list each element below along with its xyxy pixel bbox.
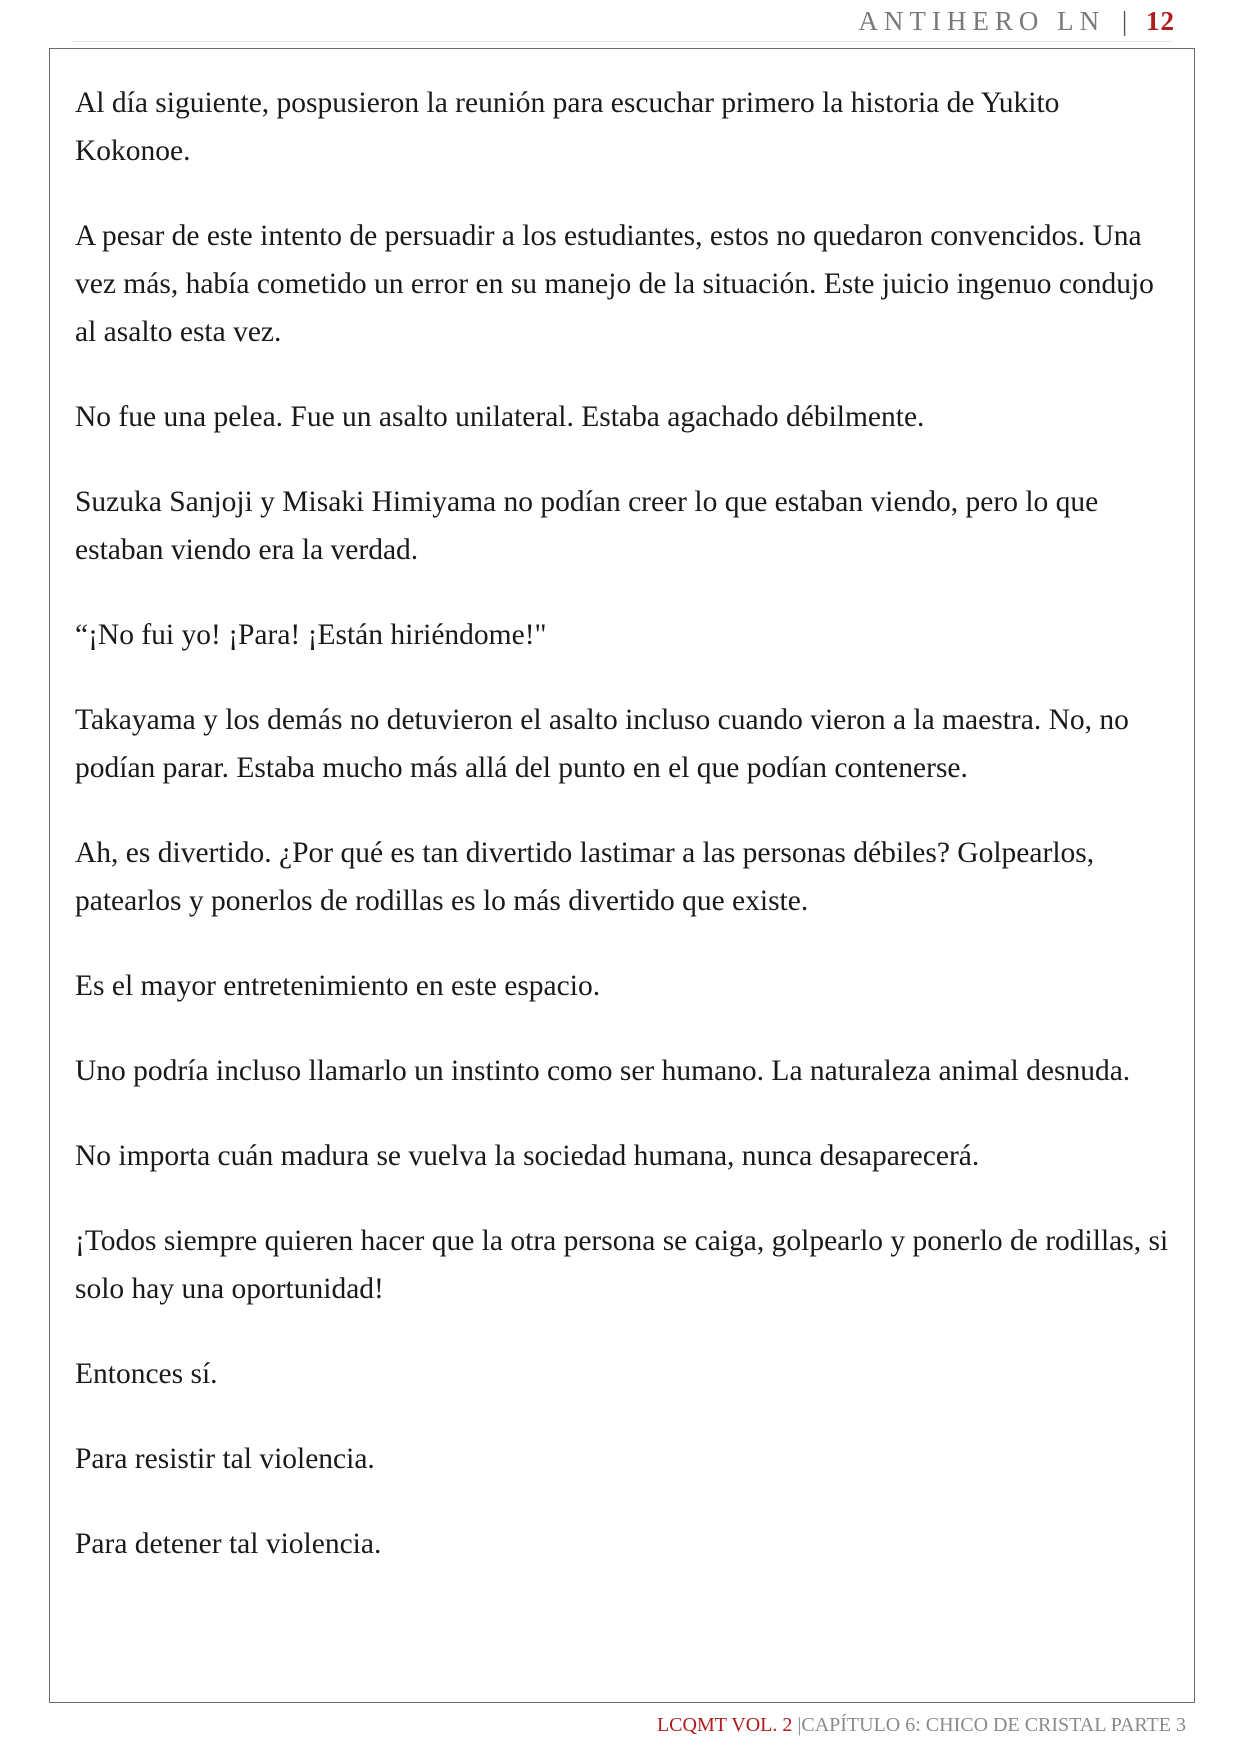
paragraph: No importa cuán madura se vuelva la sociedad humana, nunca desaparecerá. [75, 1140, 980, 1172]
paragraph: “¡No fui yo! ¡Para! ¡Están hiriéndome!" [75, 619, 547, 651]
header-separator: | [1121, 6, 1130, 36]
paragraph: Es el mayor entretenimiento en este espacio. [75, 970, 601, 1002]
header-site-name: ANTIHERO LN [858, 6, 1106, 36]
body-text [75, 79, 1175, 1605]
paragraph: Ah, es divertido. ¿Por qué es tan divertido lastimar a las personas débiles? Golpearlos, patearlos y ponerlos de rodillas es lo más divertido que existe. [75, 837, 1095, 917]
paragraph: Entonces sí. [75, 1358, 218, 1390]
paragraph: Uno podría incluso llamarlo un instinto como ser humano. La naturaleza animal desnuda. [75, 1055, 1131, 1087]
paragraph: No fue una pelea. Fue un asalto unilateral. Estaba agachado débilmente. [75, 401, 925, 433]
page-header [858, 6, 1175, 37]
paragraph: Suzuka Sanjoji y Misaki Himiyama no podían creer lo que estaban viendo, pero lo que estaban viendo era la verdad. [75, 486, 1099, 566]
page-number: 12 [1146, 6, 1175, 36]
paragraph: A pesar de este intento de persuadir a los estudiantes, estos no quedaron convencidos. Una vez más, había cometido un error en su manejo de la situación. Este juicio ingenuo condujo al asalto esta vez. [75, 220, 1154, 348]
paragraph: Para detener tal violencia. [75, 1528, 382, 1560]
header-divider [72, 41, 1172, 42]
footer-chapter: |CAPÍTULO 6: CHICO DE CRISTAL PARTE 3 [797, 1714, 1186, 1736]
paragraph: Para resistir tal violencia. [75, 1443, 375, 1475]
paragraph: Takayama y los demás no detuvieron el asalto incluso cuando vieron a la maestra. No, no podían parar. Estaba mucho más allá del punto en el que podían contenerse. [75, 704, 1129, 784]
paragraph: ¡Todos siempre quieren hacer que la otra persona se caiga, golpearlo y ponerlo de rodillas, si solo hay una oportunidad! [75, 1225, 1169, 1305]
page-footer [657, 1714, 1186, 1737]
footer-volume: LCQMT VOL. 2 [656, 1714, 793, 1736]
paragraph: Al día siguiente, pospusieron la reunión para escuchar primero la historia de Yukito Kokonoe. [75, 87, 1060, 167]
